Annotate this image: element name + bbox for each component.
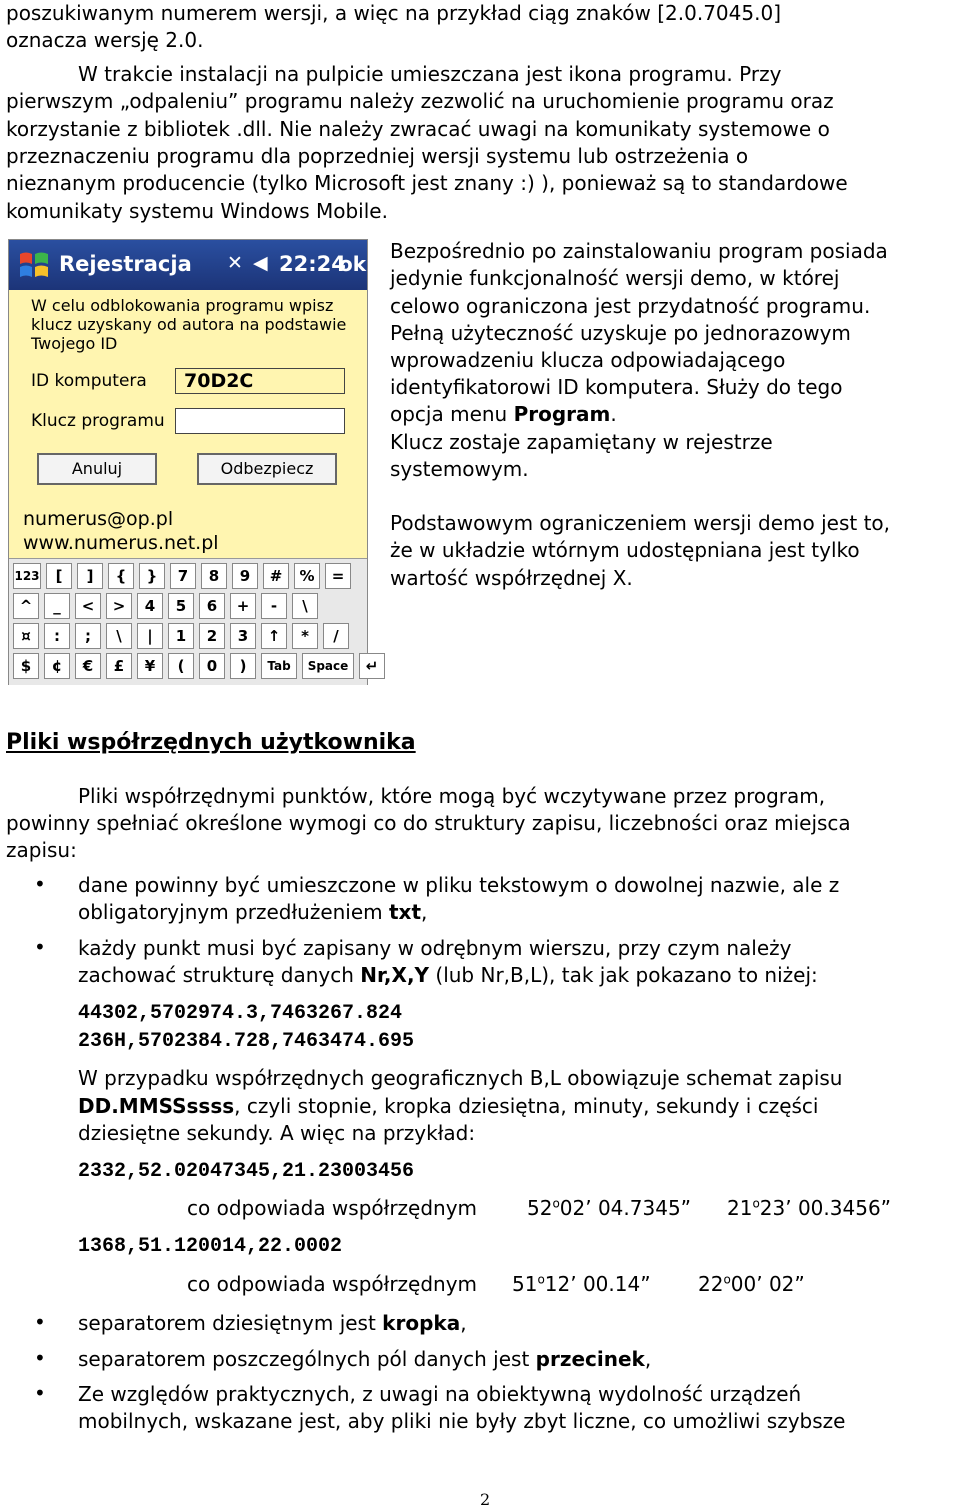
code-line: 44302,5702974.3,7463267.824 bbox=[78, 1002, 403, 1025]
format-name: DD.MMSSssss bbox=[78, 1094, 235, 1118]
text-span: , czyli stopnie, kropka dziesiętna, minuty, sekundy i części bbox=[234, 1094, 819, 1118]
keyboard-key[interactable]: 0 bbox=[199, 653, 225, 679]
text-span: , bbox=[460, 1311, 467, 1335]
bullet-icon: • bbox=[34, 872, 46, 896]
coordinate bbox=[698, 1271, 805, 1298]
keyboard-key[interactable]: 1 bbox=[168, 623, 194, 649]
menu-name: Program bbox=[513, 402, 611, 426]
coordinate bbox=[727, 1195, 891, 1222]
text-line: powinny spełniać określone wymogi co do struktury zapisu, liczebności oraz miejsca bbox=[6, 811, 851, 835]
text-span: 52 bbox=[527, 1196, 553, 1220]
text-line: W trakcie instalacji na pulpicie umieszczana jest ikona programu. Przy bbox=[78, 62, 782, 86]
keyboard-key[interactable]: + bbox=[230, 593, 256, 619]
keyboard-key[interactable]: * bbox=[292, 623, 318, 649]
keyboard-key[interactable]: - bbox=[261, 593, 287, 619]
degree-symbol: o bbox=[752, 1196, 760, 1211]
text-line: co odpowiada współrzędnym bbox=[187, 1272, 478, 1296]
keyboard-key[interactable]: € bbox=[75, 653, 101, 679]
text-line: dziesiętne sekundy. A więc na przykład: bbox=[78, 1121, 476, 1145]
soft-keyboard bbox=[9, 558, 379, 685]
text-line: Klucz zostaje zapamiętany w rejestrze bbox=[390, 430, 773, 454]
bullet-icon: • bbox=[34, 1346, 46, 1370]
keyboard-key[interactable]: ↑ bbox=[261, 623, 287, 649]
text-line: nieznanym producencie (tylko Microsoft jest znany :) ), ponieważ są to standardowe bbox=[6, 171, 848, 195]
degree-symbol: o bbox=[552, 1196, 560, 1211]
text-span: zachować strukturę danych bbox=[78, 963, 361, 987]
text-line: wprowadzeniu klucza odpowiadającego bbox=[390, 348, 786, 372]
keyboard-key[interactable]: Space bbox=[302, 653, 354, 679]
text-line: zapisu: bbox=[6, 838, 77, 862]
pda-screenshot bbox=[8, 239, 379, 685]
keyboard-key[interactable]: ( bbox=[168, 653, 194, 679]
keyboard-key[interactable]: 6 bbox=[199, 593, 225, 619]
keyboard-key[interactable]: ; bbox=[75, 623, 101, 649]
text-line: korzystanie z bibliotek .dll. Nie należy zwracać uwagi na komunikaty systemowe o bbox=[6, 117, 830, 141]
id-field: 70D2C bbox=[175, 368, 345, 394]
keyboard-key[interactable]: 2 bbox=[199, 623, 225, 649]
message-line: Twojego ID bbox=[31, 334, 118, 353]
keyboard-key[interactable]: : bbox=[44, 623, 70, 649]
text-line: przeznaczeniu programu dla poprzedniej wersji systemu lub ostrzeżenia o bbox=[6, 144, 749, 168]
coordinate bbox=[527, 1195, 691, 1222]
keyboard-key[interactable]: = bbox=[325, 563, 351, 589]
text-line: Ze względów praktycznych, z uwagi na obiektywną wydolność urządzeń bbox=[78, 1382, 802, 1406]
text-line: co odpowiada współrzędnym bbox=[187, 1196, 478, 1220]
keyboard-key[interactable]: £ bbox=[106, 653, 132, 679]
text-line bbox=[78, 962, 818, 989]
code-line: 2332,52.02047345,21.23003456 bbox=[78, 1160, 415, 1183]
keyboard-key[interactable]: [ bbox=[46, 563, 72, 589]
text-span: separatorem dziesiętnym jest bbox=[78, 1311, 383, 1335]
text-line: jedynie funkcjonalność wersji demo, w której bbox=[390, 266, 840, 290]
keyboard-key[interactable]: ) bbox=[230, 653, 256, 679]
keyboard-key[interactable]: > bbox=[106, 593, 132, 619]
text-line: mobilnych, wskazane jest, aby pliki nie były zbyt liczne, co umożliwi szybsze bbox=[78, 1409, 846, 1433]
key-label: Klucz programu bbox=[31, 411, 165, 431]
keyboard-key[interactable]: ¥ bbox=[137, 653, 163, 679]
text-span: , bbox=[644, 1347, 652, 1371]
text-span: 22 bbox=[698, 1272, 724, 1296]
keyboard-key[interactable]: \ bbox=[106, 623, 132, 649]
keyboard-key[interactable]: } bbox=[139, 563, 165, 589]
keyboard-key[interactable]: 4 bbox=[137, 593, 163, 619]
text-line bbox=[78, 1093, 818, 1120]
keyboard-key[interactable]: 3 bbox=[230, 623, 256, 649]
coordinate bbox=[512, 1271, 651, 1298]
text-line: Pliki współrzędnymi punktów, które mogą być wczytywane przez program, bbox=[78, 784, 826, 808]
text-line: identyfikatorowi ID komputera. Służy do tego bbox=[390, 375, 843, 399]
text-line: W przypadku współrzędnych geograficznych B,L obowiązuje schemat zapisu bbox=[78, 1066, 843, 1090]
text-span: 51 bbox=[512, 1272, 538, 1296]
text-line: każdy punkt musi być zapisany w odrębnym wierszu, przy czym należy bbox=[78, 936, 792, 960]
email-text: numerus@op.pl bbox=[23, 508, 174, 530]
bullet-icon: • bbox=[34, 1310, 46, 1334]
text-line bbox=[78, 1310, 467, 1337]
keyboard-key[interactable]: Tab bbox=[261, 653, 297, 679]
keyboard-key[interactable]: ¤ bbox=[13, 623, 39, 649]
keyboard-key[interactable]: 9 bbox=[232, 563, 258, 589]
keyword: kropka bbox=[382, 1311, 461, 1335]
keyboard-key[interactable]: $ bbox=[13, 653, 39, 679]
degree-symbol: o bbox=[723, 1272, 731, 1287]
text-line: poszukiwanym numerem wersji, a więc na przykład ciąg znaków [2.0.7045.0] bbox=[6, 1, 781, 25]
key-input[interactable] bbox=[175, 408, 345, 434]
text-span: , bbox=[421, 900, 428, 924]
speaker-icon: ◀ bbox=[253, 252, 268, 274]
keyboard-key[interactable]: { bbox=[108, 563, 134, 589]
text-line: oznacza wersję 2.0. bbox=[6, 28, 204, 52]
text-span: 12’ 00.14” bbox=[544, 1272, 651, 1296]
keyboard-key[interactable]: ¢ bbox=[44, 653, 70, 679]
text-line: Podstawowym ograniczeniem wersji demo jest to, bbox=[390, 511, 891, 535]
text-span: (lub Nr,B,L), tak jak pokazano to niżej: bbox=[429, 963, 818, 987]
keyboard-key[interactable]: # bbox=[263, 563, 289, 589]
text-line: wartość współrzędnej X. bbox=[390, 566, 633, 590]
windows-logo-icon bbox=[17, 248, 51, 282]
text-line: Pełną użyteczność uzyskuje po jednorazowym bbox=[390, 321, 851, 345]
page-number: 2 bbox=[480, 1490, 491, 1509]
file-extension: txt bbox=[389, 900, 422, 924]
bullet-icon: • bbox=[34, 935, 46, 959]
keyboard-key[interactable]: 5 bbox=[168, 593, 194, 619]
text-line bbox=[78, 899, 427, 926]
keyboard-key[interactable]: ↵ bbox=[359, 653, 385, 679]
text-line: dane powinny być umieszczone w pliku tekstowym o dowolnej nazwie, ale z bbox=[78, 873, 840, 897]
keyboard-key[interactable]: < bbox=[75, 593, 101, 619]
keyboard-key[interactable]: % bbox=[294, 563, 320, 589]
keyboard-key[interactable]: ] bbox=[77, 563, 103, 589]
pda-window-title: Rejestracja bbox=[59, 252, 192, 276]
degree-symbol: o bbox=[537, 1272, 545, 1287]
unlock-button[interactable]: Odbezpiecz bbox=[197, 453, 337, 485]
text-line: że w układzie wtórnym udostępniana jest tylko bbox=[390, 538, 860, 562]
cancel-button[interactable]: Anuluj bbox=[37, 453, 157, 485]
keyboard-key[interactable]: | bbox=[137, 623, 163, 649]
website-text: www.numerus.net.pl bbox=[23, 532, 219, 554]
message-line: klucz uzyskany od autora na podstawie bbox=[31, 315, 347, 334]
text-line: celowo ograniczona jest przydatność programu. bbox=[390, 294, 871, 318]
text-line: pierwszym „odpaleniu” programu należy zezwolić na uruchomienie programu oraz bbox=[6, 89, 834, 113]
code-line: 1368,51.120014,22.0002 bbox=[78, 1235, 343, 1258]
data-structure: Nr,X,Y bbox=[360, 963, 430, 987]
keyboard-key[interactable]: \ bbox=[292, 593, 318, 619]
text-span: obligatoryjnym przedłużeniem bbox=[78, 900, 389, 924]
pda-clock: 22:24 bbox=[279, 252, 346, 276]
keyboard-key[interactable]: / bbox=[323, 623, 349, 649]
message-line: W celu odblokowania programu wpisz bbox=[31, 296, 334, 315]
text-line: Bezpośrednio po zainstalowaniu program posiada bbox=[390, 239, 888, 263]
text-span: . bbox=[610, 402, 617, 426]
text-line bbox=[78, 1346, 651, 1373]
text-span: opcja menu bbox=[390, 402, 514, 426]
keyboard-key[interactable]: ^ bbox=[13, 593, 39, 619]
bullet-icon: • bbox=[34, 1381, 46, 1405]
text-span: 02’ 04.7345” bbox=[559, 1196, 692, 1220]
pda-title-bar bbox=[9, 240, 367, 290]
ok-button[interactable]: ok bbox=[339, 252, 367, 276]
text-span: separatorem poszczególnych pól danych jest bbox=[78, 1347, 536, 1371]
code-line: 236H,5702384.728,7463474.695 bbox=[78, 1030, 415, 1053]
text-span: 21 bbox=[727, 1196, 753, 1220]
signal-icon: ✕ bbox=[227, 252, 243, 274]
pda-contact bbox=[23, 507, 219, 555]
text-line: systemowym. bbox=[390, 457, 529, 481]
id-label: ID komputera bbox=[31, 371, 147, 391]
keyboard-key[interactable]: 7 bbox=[170, 563, 196, 589]
text-line bbox=[390, 401, 617, 428]
section-heading: Pliki współrzędnych użytkownika bbox=[6, 730, 416, 755]
keyboard-key[interactable]: 123 bbox=[13, 563, 41, 589]
text-span: 00’ 02” bbox=[730, 1272, 805, 1296]
pda-message bbox=[31, 296, 351, 353]
keyword: przecinek bbox=[535, 1347, 645, 1371]
keyboard-key[interactable]: 8 bbox=[201, 563, 227, 589]
keyboard-key[interactable]: _ bbox=[44, 593, 70, 619]
text-line: komunikaty systemu Windows Mobile. bbox=[6, 199, 388, 223]
text-span: 23’ 00.3456” bbox=[759, 1196, 892, 1220]
